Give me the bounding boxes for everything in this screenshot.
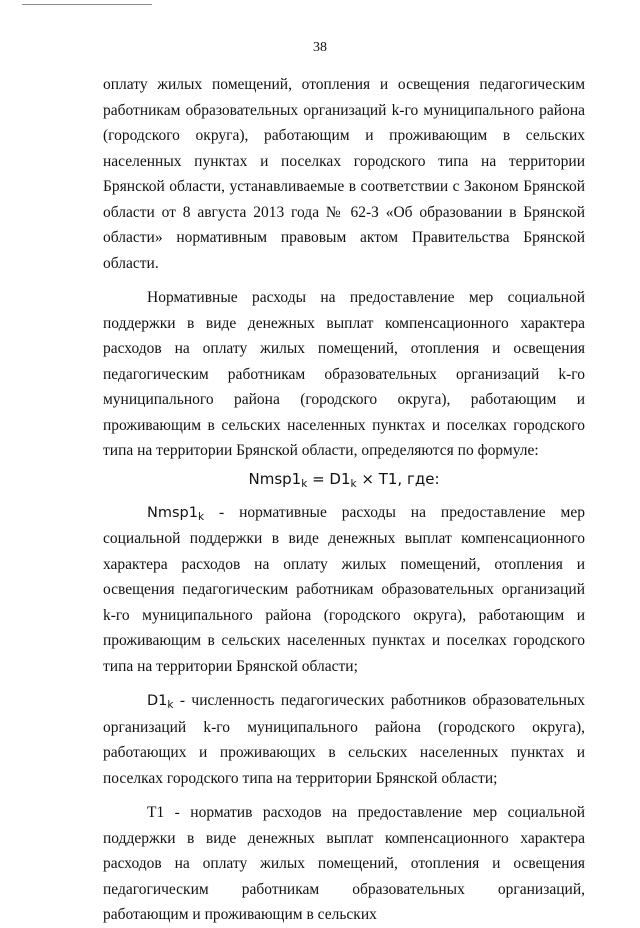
definition-text: - нормативные расходы на предоставление мер социальной поддержки в виде денежных выплат компенсационного характера расходов на оплату жилых помещений, отопления и освещения педагогическим работникам образовательных организаций k-го муниципального района (городского округа), работающим и проживающим в сельских населенных пунктах и поселках городского типа на территории Брянской области; (103, 503, 585, 675)
formula-rhs-b: T1 (378, 469, 398, 488)
document-body (103, 72, 585, 928)
definition-text: - норматив расходов на предоставление мер социальной поддержки в виде денежных выплат компенсационного характера расходов на оплату жилых помещений, отопления и освещения педагогическим работникам образовательных организаций, работающим и проживающим в сельских (103, 804, 585, 923)
formula (103, 466, 585, 492)
definition-t1 (103, 800, 585, 928)
definition-d1 (103, 688, 585, 791)
definition-symbol-sub: k (197, 510, 205, 523)
paragraph-normative-expenses: Нормативные расходы на предоставление мер социальной поддержки в виде денежных выплат компенсационного характера расходов на оплату жилых помещений, отопления и освещения педагогическим работникам образовательных организаций k-го муниципального района (городского округа), работающим и проживающим в сельских населенных пунктах и поселках городского типа на территории Брянской области, определяются по формуле: (103, 289, 585, 459)
definition-symbol: T1 (147, 804, 165, 821)
paragraph-continuation: оплату жилых помещений, отопления и освещения педагогическим работникам образовательных организаций k-го муниципального района (городского округа), работающим и проживающим в сельских населенных пунктах и поселках городского типа на территории Брянской области, устанавливаемые в соответствии с Законом Брянской области от 8 августа 2013 года № 62-З «Об образовании в Брянской области» нормативным правовым актом Правительства Брянской области. (103, 76, 585, 272)
formula-lhs: Nmsp1 (248, 469, 302, 488)
top-rule (22, 4, 152, 5)
definition-nmsp1 (103, 500, 585, 680)
definition-symbol-sub: k (167, 699, 174, 711)
definition-symbol: D1 (147, 693, 168, 709)
page-number: 38 (313, 40, 327, 55)
formula-suffix: , где: (397, 469, 440, 488)
formula-rhs-a: D1 (329, 469, 351, 488)
formula-times: × (356, 469, 379, 488)
formula-equals: = (307, 469, 330, 488)
formula-rhs-a-sub: k (350, 477, 357, 490)
formula-lhs-sub: k (301, 477, 308, 490)
definition-text: - численность педагогических работников образовательных организаций k-го муниципального района (городского округа), работающих и проживающих в сельских населенных пунктах и поселках городского типа на территории Брянской области; (103, 692, 585, 787)
definition-symbol: Nmsp1 (147, 504, 198, 521)
